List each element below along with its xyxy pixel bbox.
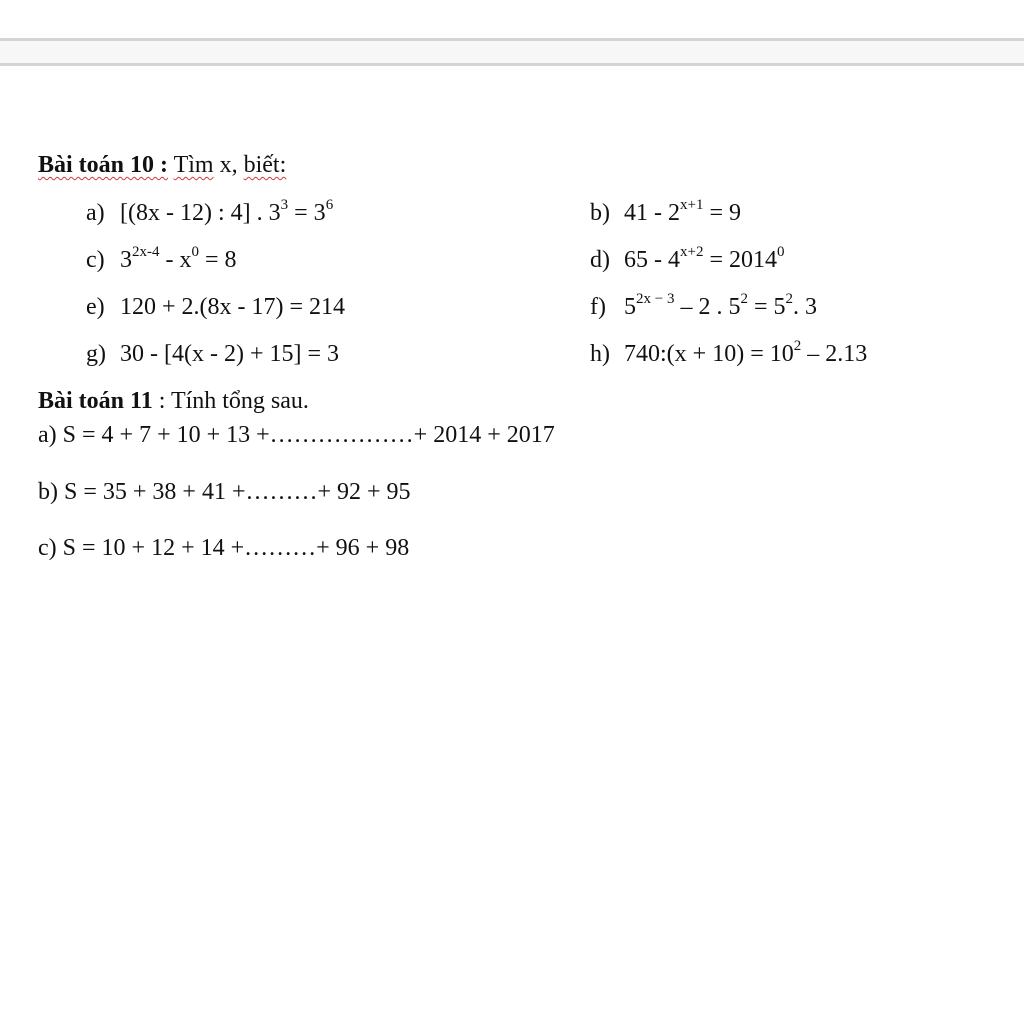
exercise-e bbox=[86, 292, 345, 322]
problem-10-heading bbox=[38, 150, 286, 180]
exercise-h-text-1: 740:(x + 10) = 10 bbox=[624, 341, 794, 367]
exercise-c-sup-1: 2x-4 bbox=[132, 244, 160, 260]
problem-10-title-word2: biết: bbox=[243, 152, 287, 178]
exercise-b-sup-1: x+1 bbox=[680, 197, 704, 213]
exercise-a-label: a) bbox=[86, 200, 105, 226]
exercise-g-label: g) bbox=[86, 341, 106, 367]
exercise-c bbox=[86, 245, 237, 275]
exercise-b bbox=[590, 198, 741, 228]
exercise-c-text-3: = 8 bbox=[199, 247, 237, 273]
exercise-b-label: b) bbox=[590, 200, 610, 226]
problem-11-heading bbox=[38, 386, 309, 416]
sum-a: a) S = 4 + 7 + 10 + 13 +………………+ 2014 + 2017 bbox=[38, 422, 555, 448]
exercise-h-sup-1: 2 bbox=[793, 338, 802, 354]
exercise-g bbox=[86, 339, 339, 369]
exercise-d-text-1: 65 - 4 bbox=[624, 247, 680, 273]
sum-b: b) S = 35 + 38 + 41 +………+ 92 + 95 bbox=[38, 479, 411, 505]
exercise-f bbox=[590, 292, 817, 322]
exercise-b-text-1: 41 - 2 bbox=[624, 200, 680, 226]
exercise-f-label: f) bbox=[590, 294, 606, 320]
exercise-f-text-4: . 3 bbox=[793, 294, 818, 320]
exercise-a-text-1: [(8x - 12) : 4] . 3 bbox=[120, 200, 281, 226]
exercise-a bbox=[86, 198, 333, 228]
exercise-f-sup-3: 2 bbox=[785, 291, 794, 307]
exercise-d-sup-1: x+2 bbox=[680, 244, 704, 260]
document-page bbox=[0, 66, 1024, 1032]
exercise-f-sup-1: 2x − 3 bbox=[636, 291, 675, 307]
problem-10-title-mid: x, bbox=[213, 152, 244, 178]
exercise-c-text-2: - x bbox=[159, 247, 192, 273]
exercise-e-text-1: 120 + 2.(8x - 17) = 214 bbox=[120, 294, 346, 320]
exercise-d bbox=[590, 245, 785, 275]
problem-11-title-bold: Bài toán 11 bbox=[38, 388, 153, 414]
exercise-h-label: h) bbox=[590, 341, 610, 367]
exercise-e-label: e) bbox=[86, 294, 105, 320]
exercise-b-text-2: = 9 bbox=[703, 200, 742, 226]
exercise-d-text-2: = 2014 bbox=[703, 247, 778, 273]
exercise-h-text-2: – 2.13 bbox=[801, 341, 868, 367]
exercise-f-sup-2: 2 bbox=[740, 291, 748, 307]
exercise-f-text-3: = 5 bbox=[747, 294, 786, 320]
sum-c: c) S = 10 + 12 + 14 +………+ 96 + 98 bbox=[38, 535, 410, 561]
exercise-a-sup-2: 6 bbox=[325, 197, 334, 213]
window-top-area bbox=[0, 0, 1024, 40]
problem-10-title-word1: Tìm bbox=[173, 152, 214, 178]
exercise-g-text-1: 30 - [4(x - 2) + 15] = 3 bbox=[120, 341, 340, 367]
exercise-d-label: d) bbox=[590, 247, 610, 273]
exercise-c-label: c) bbox=[86, 247, 105, 273]
problem-11-title-rest: : Tính tổng sau. bbox=[152, 388, 309, 414]
exercise-d-sup-2: 0 bbox=[777, 244, 785, 260]
problem-10-title-bold: Bài toán 10 : bbox=[38, 152, 169, 178]
exercise-h bbox=[590, 339, 867, 369]
exercise-f-text-2: – 2 . 5 bbox=[674, 294, 741, 320]
exercise-f-text-1: 5 bbox=[624, 294, 636, 320]
ruler-band bbox=[0, 41, 1024, 63]
exercise-a-sup-1: 3 bbox=[280, 197, 289, 213]
exercise-c-sup-2: 0 bbox=[191, 244, 199, 260]
exercise-c-text-1: 3 bbox=[120, 247, 132, 273]
exercise-a-text-2: = 3 bbox=[288, 200, 326, 226]
